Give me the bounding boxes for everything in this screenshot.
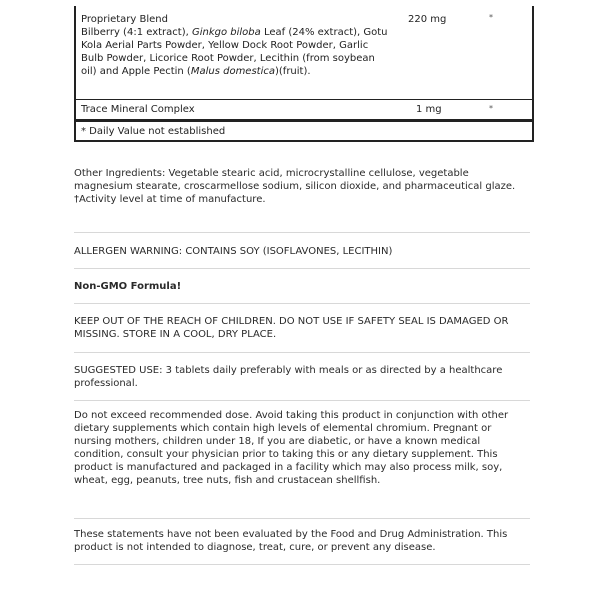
suggested-use: SUGGESTED USE: 3 tablets daily preferably with meals or as directed by a healthcare professional. <box>74 365 503 389</box>
facts-row-proprietary-blend <box>76 6 532 100</box>
blend-desc-ginkgo: Ginkgo biloba <box>191 27 261 38</box>
divider <box>74 303 530 304</box>
allergen-warning: ALLERGEN WARNING: CONTAINS SOY (ISOFLAVONES, LECITHIN) <box>74 246 393 257</box>
dosage-warning: Do not exceed recommended dose. Avoid taking this product in conjunction with other dietary supplements which contain high levels of elemental chromium. Pregnant or nursing mothers, children under 18, If you are diabetic, or have a known medical condition, consult your physician prior to taking this or any dietary supplement. This product is manufactured and packaged in a facility which may also process milk, soy, wheat, egg, peanuts, tree nuts, fish and crustacean shellfish. <box>74 410 509 486</box>
keep-out-warning: KEEP OUT OF THE REACH OF CHILDREN. DO NOT USE IF SAFETY SEAL IS DAMAGED OR MISSING. STORE IN A COOL, DRY PLACE. <box>74 316 509 340</box>
non-gmo-statement: Non-GMO Formula! <box>74 281 182 292</box>
facts-row-trace-mineral <box>76 100 532 122</box>
supplement-facts-table <box>74 6 534 142</box>
divider <box>74 564 530 565</box>
blend-amount: 220 mg <box>408 14 447 25</box>
facts-row-dv-note <box>76 122 532 140</box>
other-ingredients-section <box>74 167 530 206</box>
blend-name: Proprietary Blend <box>81 14 168 25</box>
blend-desc-part-2: Leaf (24% extract), Gotu Kola Aerial Parts Powder, Yellow Dock Root Powder, Garlic Bulb Powder, Licorice Root Powder, Lecithin (from soybean oil) and Apple Pectin ( <box>81 27 388 77</box>
fda-disclaimer: These statements have not been evaluated by the Food and Drug Administration. This product is not intended to diagnose, treat, cure, or prevent any disease. <box>74 529 508 553</box>
divider <box>74 352 530 353</box>
blend-desc-malus: Malus domestica <box>190 66 275 77</box>
blend-description <box>81 27 388 77</box>
activity-note: †Activity level at time of manufacture. <box>74 194 266 205</box>
divider <box>74 268 530 269</box>
divider <box>74 400 530 401</box>
mineral-daily-value: * <box>489 104 493 113</box>
other-ingredients-text: Other Ingredients: Vegetable stearic acid, microcrystalline cellulose, vegetable magnesium stearate, croscarmellose sodium, silicon dioxide, and pharmaceutical glaze. <box>74 168 516 192</box>
blend-cell <box>81 13 393 78</box>
mineral-amount: 1 mg <box>416 104 442 115</box>
divider <box>74 518 530 519</box>
dv-note: * Daily Value not established <box>81 126 226 137</box>
mineral-name: Trace Mineral Complex <box>81 104 195 115</box>
blend-desc-part-1: Bilberry (4:1 extract), <box>81 27 192 38</box>
blend-daily-value: * <box>489 13 493 22</box>
divider <box>74 232 530 233</box>
blend-desc-part-3: )(fruit). <box>275 66 311 77</box>
